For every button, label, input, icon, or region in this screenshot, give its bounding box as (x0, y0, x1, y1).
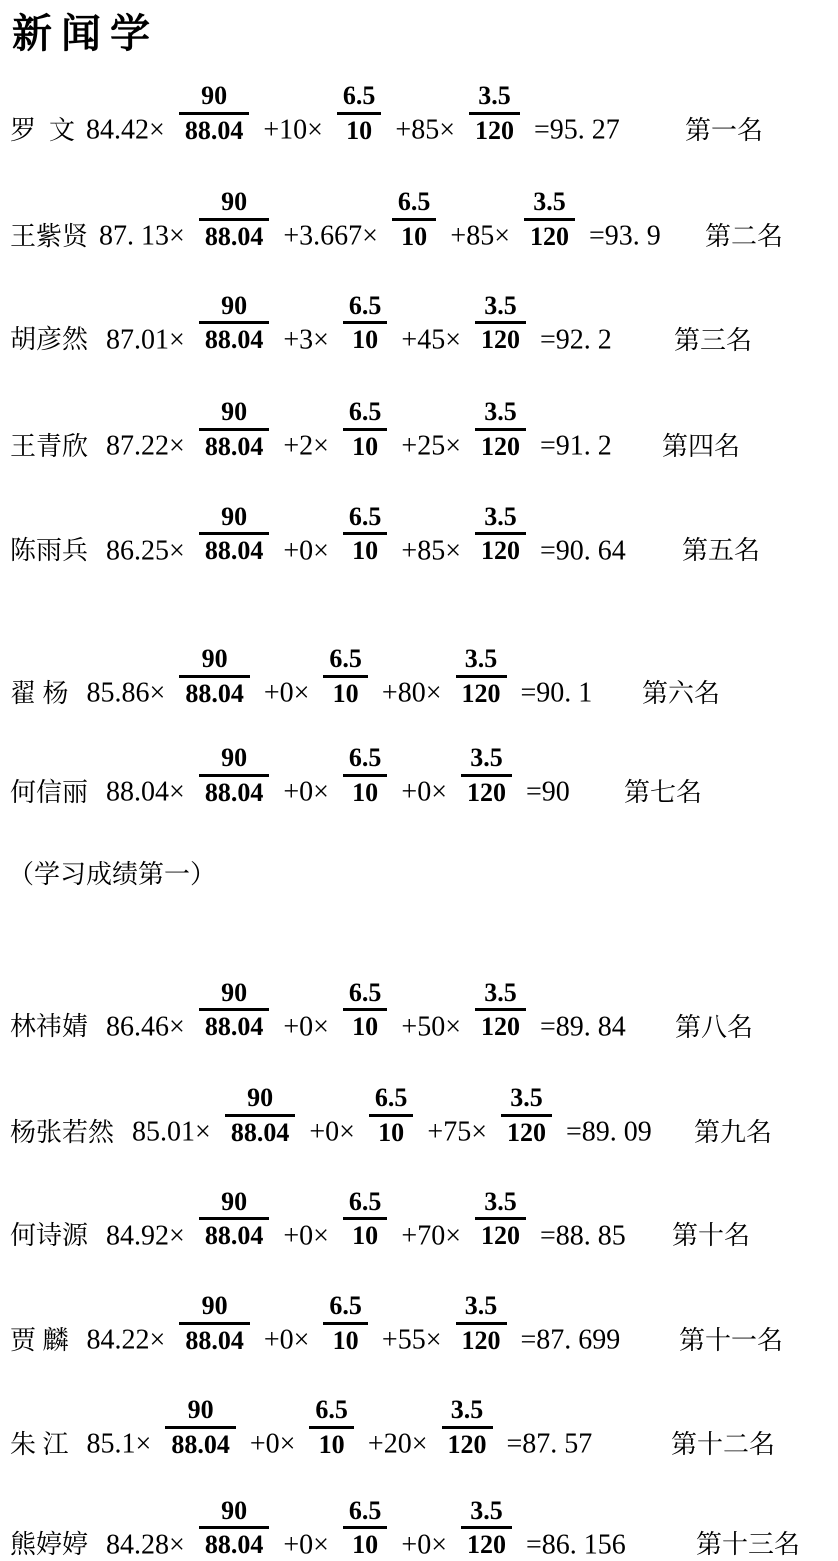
score-term: 85.1× (79, 1428, 152, 1460)
fraction-denominator: 88.04 (204, 1530, 264, 1560)
ranking-row (10, 744, 838, 808)
fraction-bonus-weight-2 (524, 188, 575, 251)
score-term: 87.22× (99, 430, 185, 462)
fraction-academic-weight (179, 645, 250, 708)
result-term: =95. 27 (534, 114, 620, 146)
result-term: =90. 1 (520, 677, 593, 709)
student-name: 王紫贤 (10, 221, 89, 251)
score-term: 85.86× (79, 677, 166, 709)
bonus-term-2: +75× (427, 1116, 487, 1148)
bonus-term-2: +70× (401, 1220, 461, 1252)
score-term: 86.46× (99, 1011, 185, 1043)
fraction-academic-weight (199, 1188, 270, 1251)
fraction-bonus-weight-1 (343, 744, 388, 807)
fraction-bonus-weight-2 (475, 292, 526, 355)
fraction-numerator: 90 (225, 1084, 296, 1117)
fraction-bonus-weight-1 (343, 1497, 388, 1560)
fraction-bonus-weight-1 (323, 645, 368, 708)
fraction-denominator: 10 (332, 1325, 359, 1355)
fraction-numerator: 3.5 (501, 1084, 552, 1117)
fraction-denominator: 120 (481, 536, 520, 566)
result-term: =90 (526, 776, 570, 808)
fraction-academic-weight (165, 1396, 236, 1459)
fraction-denominator: 10 (352, 1530, 379, 1560)
note-text: （学习成绩第一） (8, 859, 217, 889)
fraction-academic-weight (179, 82, 250, 145)
fraction-denominator: 10 (352, 777, 379, 807)
fraction-denominator: 120 (447, 1429, 487, 1459)
fraction-numerator: 3.5 (475, 292, 526, 325)
bonus-term-1: +0× (249, 1428, 296, 1460)
result-term: =86. 156 (526, 1529, 626, 1561)
fraction-academic-weight (199, 188, 270, 251)
ranking-list-bottom (0, 979, 838, 1561)
fraction-academic-weight (199, 292, 270, 355)
ranking-row (10, 1396, 838, 1460)
bonus-term-1: +0× (283, 776, 329, 808)
ranking-row (10, 1497, 838, 1561)
fraction-denominator: 120 (475, 115, 514, 145)
fraction-numerator: 6.5 (343, 503, 388, 536)
fraction-bonus-weight-1 (343, 503, 388, 566)
fraction-academic-weight (199, 979, 270, 1042)
bonus-term-2: +45× (401, 324, 461, 356)
fraction-bonus-weight-1 (369, 1084, 414, 1147)
fraction-bonus-weight-2 (475, 1188, 526, 1251)
fraction-numerator: 3.5 (456, 1292, 507, 1325)
student-name: 陈雨兵 (10, 536, 89, 566)
result-term: =90. 64 (540, 535, 626, 567)
result-term: =87. 57 (506, 1428, 593, 1460)
result-term: =93. 9 (589, 220, 661, 252)
fraction-denominator: 10 (352, 1221, 379, 1251)
fraction-numerator: 90 (199, 1188, 270, 1221)
score-term: 87. 13× (99, 220, 185, 252)
fraction-academic-weight (199, 503, 270, 566)
fraction-numerator: 3.5 (475, 398, 526, 431)
fraction-denominator: 10 (352, 536, 379, 566)
fraction-denominator: 88.04 (204, 325, 264, 355)
fraction-denominator: 88.04 (171, 1429, 230, 1459)
rank-label: 第三名 (673, 325, 752, 355)
fraction-numerator: 6.5 (369, 1084, 414, 1117)
score-term: 84.28× (99, 1529, 185, 1561)
result-term: =89. 84 (540, 1011, 626, 1043)
fraction-denominator: 120 (461, 678, 501, 708)
fraction-bonus-weight-1 (392, 188, 437, 251)
fraction-bonus-weight-2 (475, 979, 526, 1042)
fraction-numerator: 3.5 (475, 1188, 526, 1221)
result-term: =87. 699 (520, 1324, 621, 1356)
page-title: 新闻学 (12, 12, 159, 56)
bonus-term-1: +0× (283, 1220, 329, 1252)
fraction-bonus-weight-1 (323, 1292, 368, 1355)
fraction-numerator: 90 (199, 398, 270, 431)
fraction-numerator: 6.5 (343, 398, 388, 431)
fraction-denominator: 120 (481, 1012, 520, 1042)
bonus-term-1: +0× (283, 1529, 329, 1561)
bonus-term-1: +0× (283, 535, 329, 567)
fraction-denominator: 10 (378, 1117, 405, 1147)
fraction-numerator: 90 (199, 1497, 270, 1530)
fraction-numerator: 3.5 (461, 744, 512, 777)
bonus-term-1: +10× (263, 114, 323, 146)
bonus-term-1: +0× (263, 1324, 310, 1356)
score-term: 87.01× (99, 324, 185, 356)
fraction-denominator: 10 (332, 678, 359, 708)
bonus-term-2: +85× (450, 220, 510, 252)
fraction-numerator: 3.5 (469, 82, 520, 115)
fraction-numerator: 90 (199, 188, 270, 221)
fraction-numerator: 90 (179, 82, 250, 115)
fraction-denominator: 120 (467, 777, 506, 807)
bonus-term-2: +25× (401, 430, 461, 462)
fraction-numerator: 90 (179, 645, 250, 678)
ranking-row (10, 292, 838, 356)
fraction-denominator: 10 (352, 431, 379, 461)
fraction-denominator: 120 (481, 325, 520, 355)
fraction-numerator: 6.5 (309, 1396, 354, 1429)
fraction-denominator: 88.04 (204, 777, 264, 807)
fraction-numerator: 6.5 (343, 979, 388, 1012)
score-term: 84.92× (99, 1220, 185, 1252)
fraction-numerator: 6.5 (343, 1188, 388, 1221)
ranking-row (10, 82, 838, 146)
fraction-denominator: 120 (481, 1221, 520, 1251)
fraction-bonus-weight-2 (442, 1396, 493, 1459)
student-name: 朱 江 (10, 1429, 69, 1459)
rank-label: 第十三名 (695, 1530, 800, 1560)
bonus-term-2: +85× (401, 535, 461, 567)
fraction-numerator: 3.5 (475, 979, 526, 1012)
fraction-numerator: 3.5 (456, 645, 507, 678)
student-name: 何诗源 (10, 1221, 89, 1251)
fraction-bonus-weight-1 (343, 1188, 388, 1251)
bonus-term-1: +3.667× (283, 220, 378, 252)
ranking-row (10, 188, 838, 252)
fraction-numerator: 90 (199, 979, 270, 1012)
fraction-academic-weight (179, 1292, 250, 1355)
fraction-denominator: 88.04 (204, 431, 264, 461)
result-term: =92. 2 (540, 324, 612, 356)
student-name: 胡彦然 (10, 325, 89, 355)
fraction-bonus-weight-1 (343, 979, 388, 1042)
rank-label: 第四名 (661, 431, 740, 461)
fraction-denominator: 88.04 (204, 221, 264, 251)
bonus-term-2: +50× (401, 1011, 461, 1043)
fraction-bonus-weight-1 (343, 292, 388, 355)
fraction-bonus-weight-2 (456, 645, 507, 708)
fraction-denominator: 120 (530, 221, 569, 251)
fraction-numerator: 90 (179, 1292, 250, 1325)
bonus-term-1: +0× (309, 1116, 355, 1148)
fraction-numerator: 90 (165, 1396, 236, 1429)
student-name: 翟 杨 (10, 678, 69, 708)
student-name: 何信丽 (10, 777, 89, 807)
rank-label: 第一名 (684, 115, 763, 145)
student-name: 杨张若然 (10, 1117, 115, 1147)
fraction-denominator: 10 (352, 1012, 379, 1042)
fraction-numerator: 6.5 (343, 292, 388, 325)
bonus-term-2: +80× (381, 677, 442, 709)
rank-label: 第六名 (641, 678, 720, 708)
fraction-denominator: 10 (352, 325, 379, 355)
result-term: =91. 2 (540, 430, 612, 462)
rank-label: 第十二名 (670, 1430, 775, 1460)
fraction-numerator: 3.5 (524, 188, 575, 221)
rank-label: 第十一名 (678, 1325, 783, 1355)
fraction-numerator: 6.5 (323, 1292, 368, 1325)
rank-label: 第二名 (704, 222, 783, 252)
fraction-denominator: 88.04 (204, 536, 264, 566)
bonus-term-1: +3× (283, 324, 329, 356)
ranking-row (10, 398, 838, 462)
bonus-term-1: +0× (283, 1011, 329, 1043)
fraction-denominator: 120 (481, 431, 520, 461)
fraction-numerator: 3.5 (461, 1497, 512, 1530)
fraction-bonus-weight-1 (337, 82, 382, 145)
result-term: =88. 85 (540, 1220, 626, 1252)
rank-label: 第九名 (693, 1117, 772, 1147)
fraction-bonus-weight-2 (501, 1084, 552, 1147)
fraction-numerator: 6.5 (323, 645, 368, 678)
bonus-term-2: +0× (401, 776, 447, 808)
fraction-bonus-weight-2 (461, 1497, 512, 1560)
fraction-denominator: 120 (467, 1530, 506, 1560)
fraction-denominator: 88.04 (230, 1117, 290, 1147)
fraction-numerator: 90 (199, 292, 270, 325)
bonus-term-2: +20× (367, 1428, 428, 1460)
fraction-denominator: 88.04 (185, 678, 244, 708)
fraction-numerator: 90 (199, 503, 270, 536)
fraction-denominator: 88.04 (184, 115, 244, 145)
fraction-bonus-weight-2 (461, 744, 512, 807)
bonus-term-2: +0× (401, 1529, 447, 1561)
fraction-denominator: 120 (507, 1117, 546, 1147)
ranking-list-top (0, 82, 838, 809)
bonus-term-1: +2× (283, 430, 329, 462)
rank-label: 第十名 (671, 1221, 750, 1251)
fraction-numerator: 6.5 (343, 1497, 388, 1530)
ranking-row (10, 1292, 838, 1356)
fraction-bonus-weight-2 (469, 82, 520, 145)
fraction-denominator: 10 (401, 221, 428, 251)
fraction-denominator: 10 (346, 115, 373, 145)
ranking-row (10, 503, 838, 567)
fraction-numerator: 6.5 (392, 188, 437, 221)
fraction-academic-weight (199, 398, 270, 461)
rank-label: 第七名 (623, 778, 702, 808)
student-name: 熊婷婷 (10, 1530, 89, 1560)
fraction-numerator: 90 (199, 744, 270, 777)
fraction-denominator: 10 (318, 1429, 345, 1459)
fraction-numerator: 3.5 (442, 1396, 493, 1429)
student-name: 罗 文 (10, 115, 76, 145)
ranking-row (10, 645, 838, 709)
bonus-term-2: +55× (381, 1324, 442, 1356)
fraction-bonus-weight-1 (309, 1396, 354, 1459)
score-term: 84.22× (79, 1324, 166, 1356)
fraction-denominator: 120 (461, 1325, 501, 1355)
rank-label: 第五名 (681, 536, 760, 566)
bonus-term-1: +0× (263, 677, 310, 709)
student-name: 林祎婧 (10, 1012, 89, 1042)
score-term: 88.04× (99, 776, 185, 808)
bonus-term-2: +85× (395, 114, 455, 146)
score-term: 84.42× (86, 114, 165, 146)
student-name: 王青欣 (10, 431, 89, 461)
score-term: 86.25× (99, 535, 185, 567)
ranking-row (10, 979, 838, 1043)
fraction-academic-weight (225, 1084, 296, 1147)
student-name: 贾 麟 (10, 1325, 69, 1355)
ranking-row (10, 1188, 838, 1252)
fraction-denominator: 88.04 (204, 1221, 264, 1251)
fraction-denominator: 88.04 (204, 1012, 264, 1042)
fraction-bonus-weight-2 (475, 503, 526, 566)
fraction-bonus-weight-1 (343, 398, 388, 461)
ranking-row (10, 1084, 838, 1148)
rank-label: 第八名 (674, 1012, 753, 1042)
result-term: =89. 09 (566, 1116, 652, 1148)
score-term: 85.01× (125, 1116, 211, 1148)
fraction-academic-weight (199, 744, 270, 807)
fraction-bonus-weight-2 (475, 398, 526, 461)
fraction-numerator: 3.5 (475, 503, 526, 536)
fraction-numerator: 6.5 (337, 82, 382, 115)
fraction-bonus-weight-2 (456, 1292, 507, 1355)
fraction-academic-weight (199, 1497, 270, 1560)
fraction-numerator: 6.5 (343, 744, 388, 777)
fraction-denominator: 88.04 (185, 1325, 244, 1355)
